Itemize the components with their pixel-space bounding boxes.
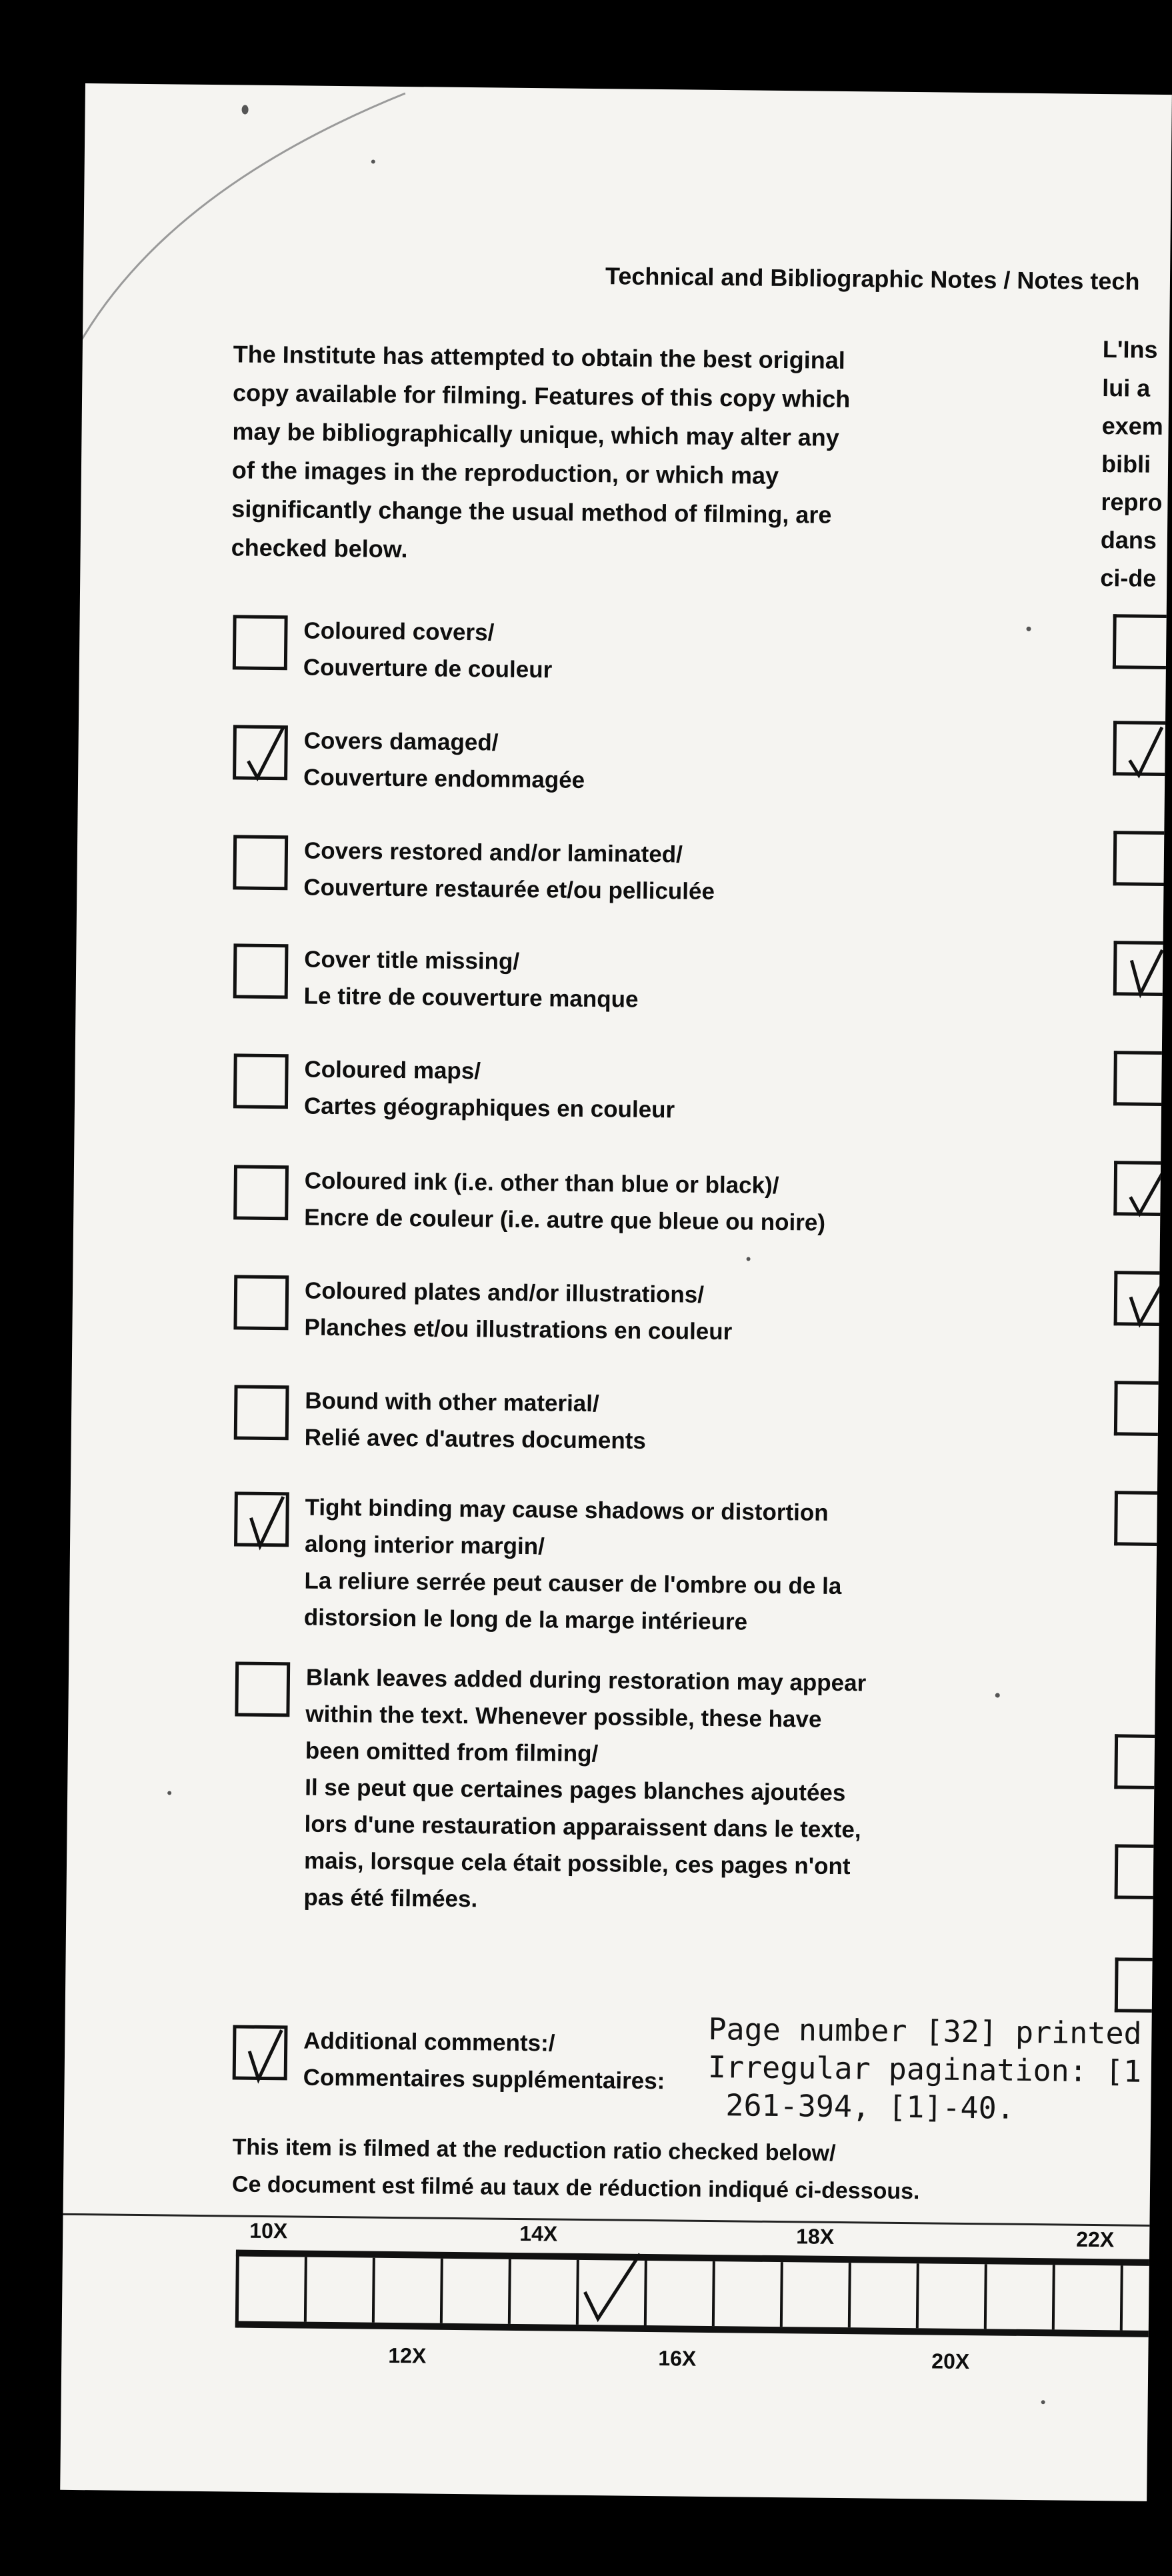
item-coloured-plates: Coloured plates and/or illustrations/ Planches et/ou illustrations en couleur <box>304 1277 733 1345</box>
grid-divider <box>644 2261 647 2325</box>
grid-divider <box>304 2257 307 2322</box>
right-checkbox[interactable] <box>1113 721 1172 776</box>
grid-divider <box>984 2264 987 2329</box>
comment-line: 261-394, [1]-40. <box>707 2087 1015 2126</box>
grid-divider <box>780 2262 783 2327</box>
item-coloured-maps: Coloured maps/ Cartes géographiques en couleur <box>303 1056 675 1123</box>
scan-speck <box>1041 2400 1045 2404</box>
scan-speck <box>995 1693 1000 1697</box>
item-coloured-ink: Coloured ink (i.e. other than blue or black)/ Encre de couleur (i.e. autre que bleue ou noire) <box>304 1167 826 1236</box>
intro-line: of the images in the reproduction, or which may <box>231 456 779 489</box>
intro-paragraph <box>231 335 927 574</box>
item-coloured-covers: Coloured covers/ Couverture de couleur <box>303 617 553 683</box>
item-tight-binding: Tight binding may cause shadows or distortion along interior margin/ La reliure serrée peut causer de l'ombre ou de la distorsion le long de la marge intérieure <box>303 1494 842 1635</box>
checkmark-icon <box>244 1491 289 1553</box>
checkbox-coloured-ink[interactable] <box>233 1165 289 1220</box>
right-checkbox[interactable] <box>1113 1161 1172 1216</box>
right-checkbox[interactable] <box>1114 1491 1172 1546</box>
checkbox-coloured-maps[interactable] <box>233 1053 289 1109</box>
grid-divider <box>848 2263 851 2327</box>
checkbox-covers-damaged[interactable] <box>233 725 288 780</box>
intro-line: The Institute has attempted to obtain the best original <box>233 340 845 374</box>
comment-line: Irregular pagination: [1 <box>707 2049 1142 2089</box>
scan-speck <box>242 105 249 114</box>
reduction-ratio-grid <box>235 2250 1169 2338</box>
right-checkbox[interactable] <box>1113 831 1171 886</box>
comment-line: Page number [32] printed <box>708 2011 1142 2051</box>
grid-divider <box>1052 2265 1055 2329</box>
item-covers-damaged: Covers damaged/ Couverture endommagée <box>303 727 585 793</box>
ratio-label-16x: 16X <box>658 2346 697 2371</box>
checkmark-icon <box>582 2252 643 2326</box>
scan-speck <box>371 159 375 163</box>
item-cover-title-missing: Cover title missing/ Le titre de couverture manque <box>303 946 639 1013</box>
scan-speck <box>167 1791 171 1795</box>
ratio-label-18x: 18X <box>796 2224 835 2249</box>
checkmark-icon <box>1123 1160 1168 1222</box>
right-checkbox[interactable] <box>1114 1734 1172 1789</box>
right-checkbox[interactable] <box>1114 1381 1172 1436</box>
intro-line: may be bibliographically unique, which may alter any <box>232 417 839 451</box>
checkmark-icon <box>243 725 287 787</box>
checkbox-blank-leaves[interactable] <box>235 1661 290 1717</box>
checkbox-coloured-covers[interactable] <box>233 615 288 670</box>
intro-line: significantly change the usual method of filming, are <box>231 495 832 529</box>
ratio-label-20x: 20X <box>931 2349 970 2374</box>
checkbox-bound-with[interactable] <box>234 1385 289 1440</box>
right-checkbox[interactable] <box>1113 941 1172 996</box>
ratio-label-12x: 12X <box>388 2343 427 2368</box>
divider-line <box>63 2213 1150 2227</box>
checkmark-icon <box>243 2025 287 2087</box>
grid-divider <box>576 2260 579 2325</box>
french-fragment: repro <box>1101 487 1163 516</box>
checkmark-icon <box>1123 1270 1168 1332</box>
french-fragment: lui a <box>1102 373 1151 402</box>
grid-divider <box>508 2259 511 2324</box>
scan-artifact <box>83 83 419 367</box>
french-fragment: exem <box>1101 411 1163 440</box>
intro-line: checked below. <box>231 533 408 563</box>
additional-comments-label: Additional comments:/ Commentaires supplémentaires: <box>303 2027 665 2095</box>
ratio-label-10x: 10X <box>249 2218 288 2243</box>
french-fragment: dans <box>1100 525 1157 554</box>
scanned-page <box>60 83 1172 2501</box>
french-fragment: L'Ins <box>1102 335 1158 363</box>
grid-divider <box>1120 2265 1123 2330</box>
reduction-statement: This item is filmed at the reduction ratio checked below/ Ce document est filmé au taux de réduction indiqué ci-dessous. <box>231 2134 920 2205</box>
ratio-label-22x: 22X <box>1076 2227 1115 2252</box>
grid-divider <box>372 2258 375 2323</box>
scan-speck <box>747 1257 751 1261</box>
ratio-label-14x: 14X <box>519 2221 558 2246</box>
right-checkbox[interactable] <box>1113 614 1172 669</box>
right-checkbox[interactable] <box>1113 1051 1172 1106</box>
grid-divider <box>916 2263 919 2328</box>
right-checkbox[interactable] <box>1115 1844 1172 1899</box>
item-bound-with: Bound with other material/ Relié avec d'autres documents <box>304 1387 647 1454</box>
french-fragment: ci-de <box>1100 563 1157 592</box>
checkbox-additional-comments[interactable] <box>233 2025 288 2080</box>
checkbox-coloured-plates[interactable] <box>233 1275 289 1330</box>
grid-divider <box>440 2259 443 2323</box>
scan-speck <box>1026 627 1031 631</box>
checkbox-tight-binding[interactable] <box>234 1491 289 1547</box>
french-fragment: bibli <box>1101 449 1151 478</box>
item-blank-leaves: Blank leaves added during restoration may appear within the text. Whenever possible, these have been omitted from filming/ Il se peut que certaines pages blanches ajoutées lors d'une restauration apparaissent dans le texte, mais, lorsque cela était possible, ces pages n'ont pas été filmées. <box>303 1664 867 1913</box>
intro-line: copy available for filming. Features of this copy which <box>232 379 851 413</box>
right-checkbox[interactable] <box>1114 1271 1172 1326</box>
right-checkbox[interactable] <box>1115 1957 1172 2013</box>
item-covers-restored: Covers restored and/or laminated/ Couverture restaurée et/ou pelliculée <box>303 837 715 905</box>
checkbox-cover-title-missing[interactable] <box>233 943 289 999</box>
page-heading: Technical and Bibliographic Notes / Notes tech <box>605 262 1140 295</box>
checkbox-covers-restored[interactable] <box>233 835 288 890</box>
grid-divider <box>712 2261 715 2326</box>
checkmark-icon <box>1123 940 1168 1002</box>
checkmark-icon <box>1123 720 1167 782</box>
